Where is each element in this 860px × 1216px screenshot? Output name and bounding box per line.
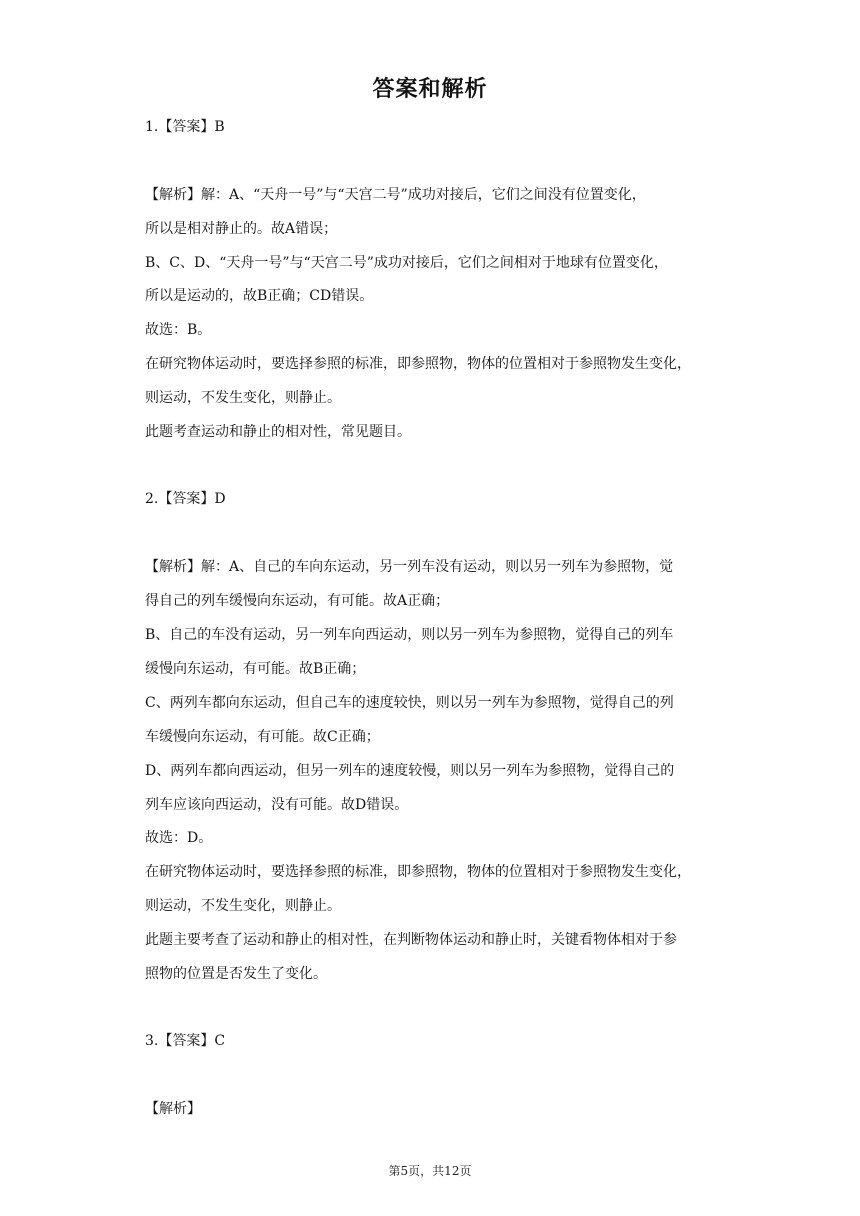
text-line: 在研究物体运动时，要选择参照的标准，即参照物，物体的位置相对于参照物发生变化，: [145, 864, 691, 880]
text-line: 得自己的列车缓慢向东运动，有可能。故A正确；: [145, 593, 450, 609]
text-line: 车缓慢向东运动，有可能。故C正确；: [145, 729, 380, 745]
text-line: D、两列车都向西运动，但另一列车的速度较慢，则以另一列车为参照物，觉得自己的: [145, 763, 675, 779]
answer-1-heading: 1.【答案】B: [145, 119, 225, 135]
text-line: 在研究物体运动时，要选择参照的标准，即参照物，物体的位置相对于参照物发生变化，: [145, 356, 691, 372]
answer-2-heading: 2.【答案】D: [145, 491, 226, 507]
page-footer: 第5页，共12页: [388, 1164, 472, 1178]
text-line: 所以是运动的，故B正确；CD错误。: [145, 288, 374, 304]
text-line: 照物的位置是否发生了变化。: [145, 966, 327, 982]
text-line: 故选：D。: [145, 830, 213, 846]
text-line: C、两列车都向东运动，但自己车的速度较快，则以另一列车为参照物，觉得自己的列: [145, 695, 674, 711]
text-line: 此题考查运动和静止的相对性，常见题目。: [145, 424, 411, 440]
text-line: B、自己的车没有运动，另一列车向西运动，则以另一列车为参照物，觉得自己的列车: [145, 627, 674, 643]
text-line: 所以是相对静止的。故A错误；: [145, 221, 338, 237]
text-line: B、C、D、“天舟一号”与“天宫二号”成功对接后，它们之间相对于地球有位置变化，: [145, 255, 668, 271]
text-line: 则运动，不发生变化，则静止。: [145, 898, 341, 914]
text-line: 此题主要考查了运动和静止的相对性，在判断物体运动和静止时，关键看物体相对于参: [145, 932, 677, 948]
answer-3-heading: 3.【答案】C: [145, 1033, 226, 1049]
text-line: 【解析】解：A、“天舟一号”与“天宫二号”成功对接后，它们之间没有位置变化，: [145, 187, 646, 203]
text-line: 【解析】: [145, 1101, 201, 1117]
text-line: 故选：B。: [145, 322, 212, 338]
text-line: 缓慢向东运动，有可能。故B正确；: [145, 661, 366, 677]
text-line: 【解析】解：A、自己的车向东运动，另一列车没有运动，则以另一列车为参照物，觉: [145, 559, 674, 575]
page-title: 答案和解析: [372, 77, 488, 102]
text-line: 则运动，不发生变化，则静止。: [145, 390, 341, 406]
text-line: 列车应该向西运动，没有可能。故D错误。: [145, 797, 409, 813]
